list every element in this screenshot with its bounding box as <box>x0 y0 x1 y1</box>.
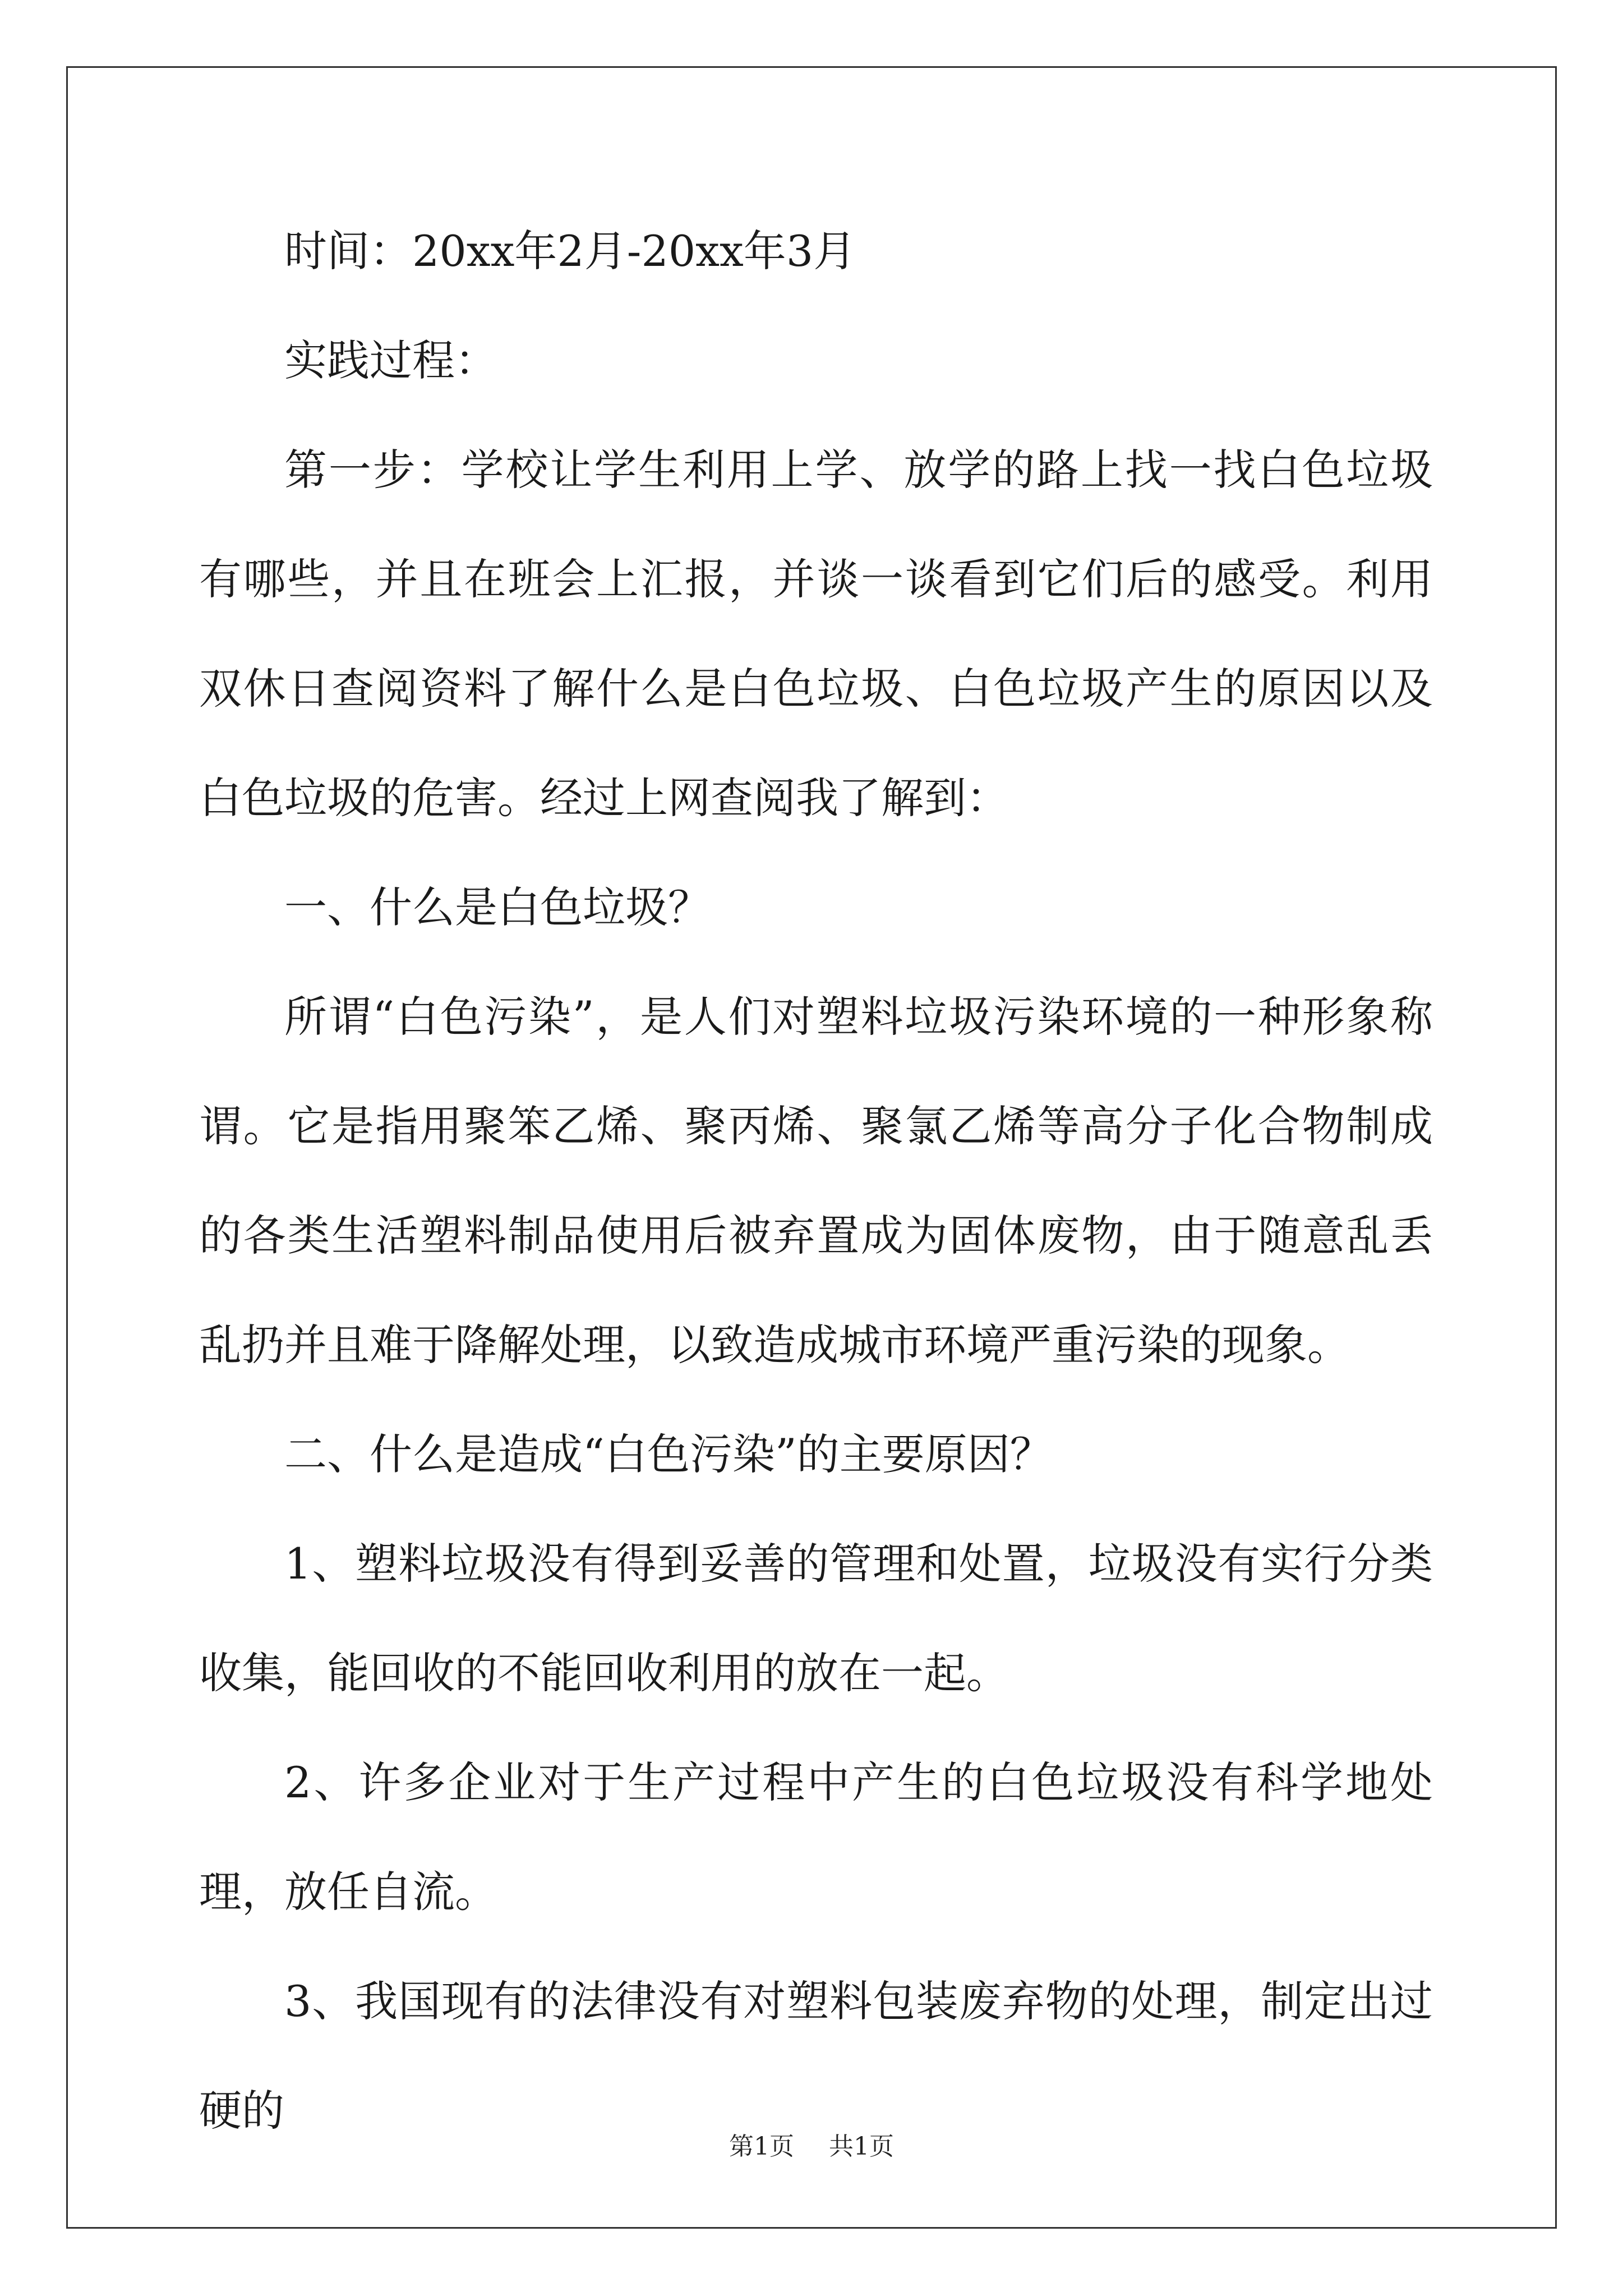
paragraph-step-one: 第一步：学校让学生利用上学、放学的路上找一找白色垃圾有哪些，并且在班会上汇报，并谈一谈看到它们后的感受。利用双休日查阅资料了解什么是白色垃圾、白色垃圾产生的原因以及白色垃圾的危害。经过上网查阅我了解到： <box>199 445 1433 823</box>
heading-main-causes: 二、什么是造成“白色污染”的主要原因？ <box>284 1429 1053 1479</box>
paragraph-definition: 所谓“白色污染”，是人们对塑料垃圾污染环境的一种形象称谓。它是指用聚笨乙烯、聚丙烯、聚氯乙烯等高分子化合物制成的各类生活塑料制品使用后被弃置成为固体废物，由于随意乱丢乱扔并且难于降解处理，以致造成城市环境严重污染的现象。 <box>199 992 1433 1370</box>
page-number-current: 第1页 <box>729 2132 794 2161</box>
paragraph-process-heading: 实践过程： <box>284 335 497 385</box>
paragraph-time: 时间：20xx年2月-20xx年3月 <box>284 226 856 276</box>
document-body <box>199 196 1433 2165</box>
page-footer <box>0 2126 1623 2162</box>
paragraph-cause-3: 3、我国现有的法律没有对塑料包装废弃物的处理，制定出过硬的 <box>199 1976 1433 2136</box>
paragraph-cause-2: 2、许多企业对于生产过程中产生的白色垃圾没有科学地处理，放任自流。 <box>199 1757 1433 1917</box>
paragraph-cause-1: 1、塑料垃圾没有得到妥善的管理和处置，垃圾没有实行分类收集，能回收的不能回收利用的放在一起。 <box>199 1539 1433 1698</box>
heading-what-is-white-garbage: 一、什么是白色垃圾？ <box>284 882 711 932</box>
page-number-total: 共1页 <box>829 2132 894 2161</box>
